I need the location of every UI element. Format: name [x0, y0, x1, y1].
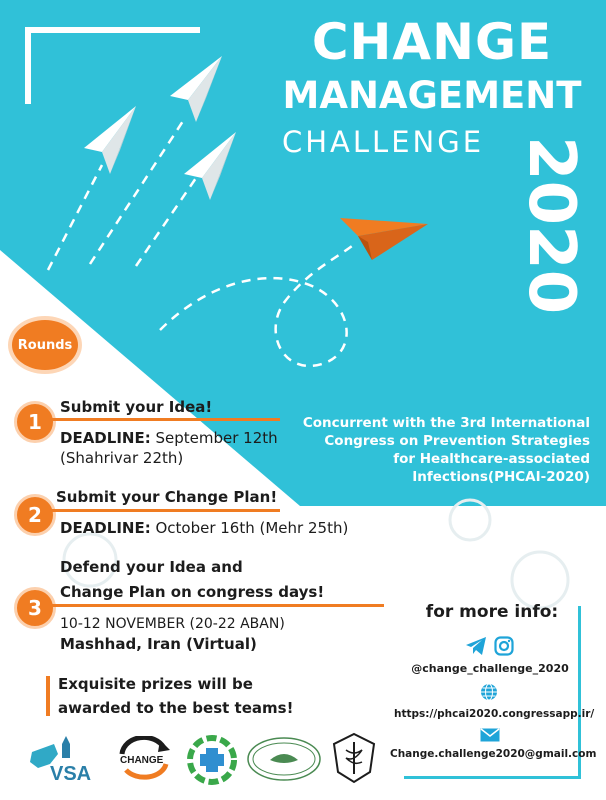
step-2-number: 2 [14, 494, 56, 536]
concurrent-line: Concurrent with the 3rd International [302, 415, 590, 431]
concurrent-note [300, 414, 590, 486]
deadline-label: DEADLINE: [60, 519, 151, 537]
paper-plane-icon [80, 104, 140, 176]
vsa-logo-text: VSA [50, 763, 92, 784]
prizes-line: Exquisite prizes will be [58, 675, 253, 693]
university-logo [330, 732, 378, 786]
step-1-divider [48, 418, 280, 421]
step-3-divider [48, 604, 384, 607]
step-3-date: 10-12 NOVEMBER (20-22 ABAN) [60, 616, 285, 632]
health-logo [186, 734, 238, 786]
deadline-value: October 16th (Mehr 25th) [150, 519, 349, 537]
vsa-logo [28, 734, 104, 784]
paper-plane-icon [168, 54, 226, 124]
step-3-title-line1: Defend your Idea and [60, 558, 243, 576]
email-address[interactable]: Change.challenge2020@gmail.com [390, 748, 597, 760]
orange-paper-plane-icon [338, 210, 430, 262]
deadline-value: September 12th [150, 429, 278, 447]
prizes-note [58, 672, 298, 720]
title-management: MANAGEMENT [282, 74, 582, 117]
change-logo [114, 736, 174, 780]
step-1-number: 1 [14, 401, 56, 443]
step-2-title: Submit your Change Plan! [56, 488, 278, 506]
step-2-divider [48, 509, 280, 512]
change-logo-text: CHANGE [120, 755, 164, 766]
step-1-title: Submit your Idea! [60, 398, 213, 416]
step-1-extra: (Shahrivar 22th) [60, 449, 184, 467]
title-change: CHANGE [311, 13, 553, 71]
concurrent-line: Infections(PHCAI-2020) [412, 469, 590, 485]
step-2-deadline [60, 518, 348, 538]
instagram-icon[interactable] [494, 636, 514, 656]
step-3-title-line2: Change Plan on congress days! [60, 583, 325, 601]
website-link[interactable]: https://phcai2020.congressapp.ir/ [394, 708, 595, 720]
title-challenge: CHALLENGE [282, 125, 485, 159]
prizes-accent-bar [46, 676, 50, 716]
year-2020: 2020 [514, 136, 588, 315]
step-1-deadline [60, 428, 278, 448]
rounds-badge: Rounds [8, 316, 82, 374]
society-logo [246, 736, 322, 782]
concurrent-line: Congress on Prevention Strategies [324, 433, 590, 449]
step-3-number: 3 [14, 587, 56, 629]
concurrent-line: for Healthcare-associated [393, 451, 590, 467]
prizes-line: awarded to the best teams! [58, 699, 294, 717]
email-icon [480, 728, 500, 742]
paper-plane-icon [180, 130, 240, 202]
telegram-icon[interactable] [465, 636, 487, 656]
step-3-place: Mashhad, Iran (Virtual) [60, 635, 257, 653]
info-accent-bar-horizontal [404, 776, 581, 779]
deadline-label: DEADLINE: [60, 429, 151, 447]
social-handle[interactable]: @change_challenge_2020 [411, 662, 569, 675]
globe-icon [480, 683, 498, 701]
more-info-title: for more info: [425, 602, 559, 622]
